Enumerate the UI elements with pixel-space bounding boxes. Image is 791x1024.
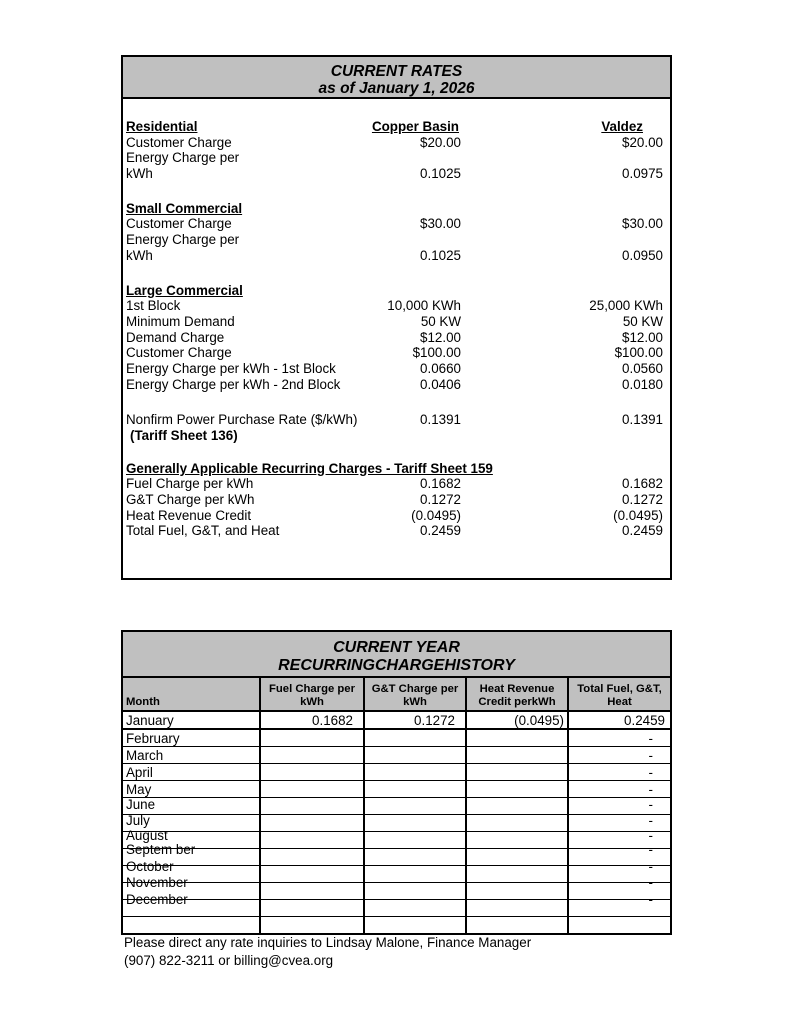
rates-section-row xyxy=(126,461,670,477)
valdez-value: 0.1272 xyxy=(622,492,663,508)
rate-label: Fuel Charge per kWh xyxy=(126,476,254,492)
month-cell: April xyxy=(126,765,153,780)
rates-row xyxy=(126,298,670,314)
copper-basin-value: 0.0660 xyxy=(420,360,461,376)
history-row-september xyxy=(123,849,670,866)
current-rates-subtitle: as of January 1, 2026 xyxy=(318,79,475,97)
valdez-value: $100.00 xyxy=(614,345,663,361)
rate-label: Energy Charge per xyxy=(126,150,240,166)
rate-label: Energy Charge per xyxy=(126,232,240,248)
rate-label: kWh xyxy=(126,166,153,182)
month-cell: November xyxy=(126,875,188,890)
history-row-december xyxy=(123,900,670,917)
total-value: - xyxy=(648,765,653,780)
section-label-small-commercial: Small Commercial xyxy=(126,200,243,216)
month-cell: August xyxy=(126,828,168,843)
rate-label: 1st Block xyxy=(126,298,181,314)
header-month: Month xyxy=(123,678,260,711)
rates-row xyxy=(126,492,670,508)
history-row-november xyxy=(123,883,670,900)
rates-row xyxy=(126,361,670,377)
valdez-value: $12.00 xyxy=(622,329,663,345)
month-cell: July xyxy=(126,812,150,828)
rates-row xyxy=(126,508,670,524)
section-label-recurring-charges: Generally Applicable Recurring Charges - Tariff Sheet 159 xyxy=(126,460,493,476)
copper-basin-value: 0.1025 xyxy=(420,166,461,182)
header-heat-credit: Heat Revenue Credit perkWh xyxy=(466,678,568,711)
history-row-empty xyxy=(123,917,670,934)
total-value: - xyxy=(648,782,653,797)
current-rates-table xyxy=(121,55,672,580)
total-value: - xyxy=(648,731,653,746)
copper-basin-value: $100.00 xyxy=(412,345,461,361)
rates-row xyxy=(126,216,670,232)
copper-basin-value: 10,000 KWh xyxy=(387,298,461,314)
rates-row xyxy=(126,232,670,248)
valdez-value: 0.0950 xyxy=(622,247,663,263)
section-label-residential: Residential xyxy=(126,119,198,134)
column-header-copper-basin: Copper Basin xyxy=(371,119,459,134)
spacer xyxy=(126,182,670,201)
column-header-valdez: Valdez xyxy=(601,119,643,134)
history-title-band xyxy=(123,632,670,678)
rates-row xyxy=(126,476,670,492)
total-value: 0.2459 xyxy=(624,713,665,728)
copper-basin-value: 0.2459 xyxy=(420,523,461,539)
current-rates-title-band xyxy=(123,57,670,99)
history-row-october xyxy=(123,866,670,883)
current-rates-title: CURRENT RATES xyxy=(330,63,463,80)
rate-label: Energy Charge per kWh - 2nd Block xyxy=(126,376,341,392)
total-value: - xyxy=(648,875,653,890)
total-value: - xyxy=(648,812,653,828)
valdez-value: 0.1391 xyxy=(622,412,663,428)
total-value: - xyxy=(648,748,653,763)
history-row-may xyxy=(123,781,670,798)
copper-basin-value: 0.0406 xyxy=(420,376,461,392)
spacer xyxy=(126,392,670,412)
rates-header-row xyxy=(126,119,670,135)
total-value: - xyxy=(648,842,653,857)
rate-label: Customer Charge xyxy=(126,216,232,232)
rate-label: Customer Charge xyxy=(126,134,232,150)
current-rates-body xyxy=(123,99,670,539)
rate-label: kWh xyxy=(126,247,153,263)
rate-label: Nonfirm Power Purchase Rate ($/kWh) xyxy=(126,412,358,428)
rate-label: Total Fuel, G&T, and Heat xyxy=(126,523,280,539)
copper-basin-value: 0.1391 xyxy=(420,412,461,428)
footer-line1: Please direct any rate inquiries to Lindsay Malone, Finance Manager xyxy=(124,935,532,950)
copper-basin-value: (0.0495) xyxy=(411,507,461,523)
copper-basin-value: 0.1682 xyxy=(420,476,461,492)
history-row-june xyxy=(123,798,670,815)
rates-section-row xyxy=(126,283,670,299)
valdez-value: $20.00 xyxy=(622,134,663,150)
history-row-february xyxy=(123,729,670,747)
month-cell: October xyxy=(126,858,174,874)
header-total: Total Fuel, G&T, Heat xyxy=(568,678,670,711)
history-row-march xyxy=(123,747,670,764)
recurring-charge-history-table xyxy=(121,630,672,935)
copper-basin-value: $20.00 xyxy=(420,134,461,150)
total-value: - xyxy=(648,858,653,874)
rates-section-row xyxy=(126,201,670,217)
rates-row xyxy=(126,345,670,361)
rates-row xyxy=(126,412,670,428)
total-value: - xyxy=(648,797,653,812)
history-header-row xyxy=(123,678,670,711)
tariff-sheet-note: (Tariff Sheet 136) xyxy=(130,428,238,443)
rate-label: Minimum Demand xyxy=(126,313,235,329)
valdez-value: 25,000 KWh xyxy=(589,298,663,314)
total-value: - xyxy=(648,828,653,843)
copper-basin-value: $12.00 xyxy=(420,329,461,345)
valdez-value: 0.0975 xyxy=(622,166,663,182)
valdez-value: 50 KW xyxy=(622,313,663,329)
copper-basin-value: 0.1272 xyxy=(420,492,461,508)
valdez-value: 0.2459 xyxy=(622,523,663,539)
total-value: - xyxy=(648,892,653,907)
rates-row xyxy=(126,166,670,182)
header-fuel-charge: Fuel Charge per kWh xyxy=(260,678,364,711)
rates-row xyxy=(126,428,670,444)
valdez-value: (0.0495) xyxy=(613,507,663,523)
valdez-value: 0.0560 xyxy=(622,360,663,376)
rate-label: Heat Revenue Credit xyxy=(126,507,252,523)
spacer xyxy=(126,444,670,461)
valdez-value: $30.00 xyxy=(622,216,663,232)
rate-label: Energy Charge per kWh - 1st Block xyxy=(126,360,336,376)
spacer xyxy=(126,264,670,283)
history-row-january xyxy=(123,711,670,729)
rates-row xyxy=(126,330,670,346)
month-cell: May xyxy=(126,782,152,797)
valdez-value: 0.1682 xyxy=(622,476,663,492)
valdez-value: 0.0180 xyxy=(622,376,663,392)
history-row-july xyxy=(123,815,670,832)
section-label-large-commercial: Large Commercial xyxy=(126,282,243,298)
history-title: CURRENT YEAR xyxy=(333,639,460,656)
rate-label: G&T Charge per kWh xyxy=(126,492,255,508)
rate-label: Demand Charge xyxy=(126,329,225,345)
fuel-value: 0.1682 xyxy=(312,713,353,728)
rates-row xyxy=(126,377,670,393)
month-cell: January xyxy=(126,713,174,728)
copper-basin-value: 0.1025 xyxy=(420,247,461,263)
history-row-april xyxy=(123,764,670,781)
month-cell: June xyxy=(126,797,156,812)
month-cell: February xyxy=(126,731,180,746)
copper-basin-value: $30.00 xyxy=(420,216,461,232)
gt-value: 0.1272 xyxy=(414,713,455,728)
month-cell: December xyxy=(126,892,188,907)
rates-row xyxy=(126,314,670,330)
rates-row xyxy=(126,135,670,151)
history-row-august xyxy=(123,832,670,849)
history-grid xyxy=(123,678,670,933)
rates-row xyxy=(126,150,670,166)
month-cell: Septem ber xyxy=(126,842,196,857)
footer-contact xyxy=(124,934,531,970)
month-cell: March xyxy=(126,748,164,763)
rates-row xyxy=(126,523,670,539)
copper-basin-value: 50 KW xyxy=(420,313,461,329)
rates-row xyxy=(126,248,670,264)
footer-line2: (907) 822-3211 or billing@cvea.org xyxy=(124,953,334,968)
rate-label: Customer Charge xyxy=(126,345,232,361)
heat-value: (0.0495) xyxy=(514,713,564,728)
history-subtitle: RECURRINGCHARGEHISTORY xyxy=(278,656,515,674)
header-gt-charge: G&T Charge per kWh xyxy=(364,678,466,711)
